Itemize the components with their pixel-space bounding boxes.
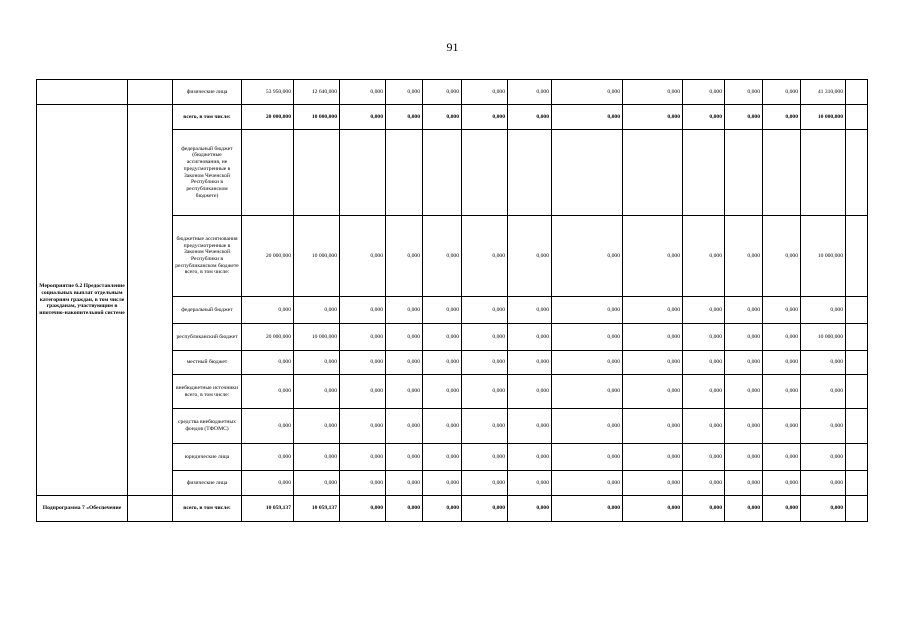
cell-value: 0,000 (386, 297, 423, 324)
cell-value: 0,000 (423, 444, 462, 471)
cell-value: 0,000 (725, 297, 763, 324)
row-label: федеральный бюджет (173, 297, 242, 324)
cell-value (683, 130, 725, 216)
cell-value: 0,000 (552, 496, 623, 522)
cell-value: 0,000 (763, 297, 801, 324)
cell-value: 0,000 (508, 216, 552, 297)
cell-value: 0,000 (340, 351, 386, 375)
cell-value: 0,000 (623, 375, 683, 409)
cell-value: 0,000 (801, 471, 846, 496)
cell-value: 0,000 (623, 105, 683, 130)
cell-value: 0,000 (623, 80, 683, 105)
table-row (37, 105, 868, 130)
cell-value: 0,000 (423, 409, 462, 444)
cell-value: 0,000 (552, 444, 623, 471)
cell-value: 10 000,000 (294, 324, 340, 351)
cell-value: 0,000 (683, 375, 725, 409)
cell-value: 0,000 (294, 444, 340, 471)
cell-value: 0,000 (801, 444, 846, 471)
cell-value: 0,000 (725, 471, 763, 496)
cell-value: 0,000 (386, 216, 423, 297)
cell-value: 0,000 (462, 105, 508, 130)
row-label: республиканский бюджет (173, 324, 242, 351)
cell-value: 0,000 (386, 471, 423, 496)
cell-value: 0,000 (462, 351, 508, 375)
cell-value: 0,000 (763, 409, 801, 444)
cell-value: 0,000 (801, 351, 846, 375)
measure-name: Мероприятие 6.2 Предоставление социальных выплат отдельным категориям граждан, в том числе гражданам, участвующим в ипотечно-накопительной системе (37, 105, 128, 496)
row-label: внебюджетные источники всего, в том числе: (173, 375, 242, 409)
cell-value: 0,000 (801, 297, 846, 324)
cell-value: 0,000 (725, 496, 763, 522)
cell-value: 0,000 (683, 444, 725, 471)
cell-value: 0,000 (462, 496, 508, 522)
cell-value: 0,000 (462, 375, 508, 409)
cell-value: 0,000 (462, 324, 508, 351)
empty-cell (846, 351, 868, 375)
cell-value: 0,000 (423, 351, 462, 375)
cell-value (801, 130, 846, 216)
cell-value: 0,000 (386, 80, 423, 105)
cell-value: 0,000 (508, 409, 552, 444)
empty-cell (128, 105, 173, 496)
empty-cell (846, 297, 868, 324)
cell-value: 0,000 (462, 409, 508, 444)
cell-value: 0,000 (801, 375, 846, 409)
cell-value: 0,000 (552, 375, 623, 409)
budget-table (36, 79, 868, 522)
cell-value: 0,000 (462, 216, 508, 297)
cell-value: 0,000 (683, 80, 725, 105)
page-number: 91 (446, 40, 459, 54)
cell-value: 0,000 (801, 409, 846, 444)
budget-table-body (37, 80, 868, 522)
cell-value: 53 950,000 (242, 80, 294, 105)
cell-value: 0,000 (340, 471, 386, 496)
cell-value: 10 000,000 (801, 105, 846, 130)
cell-value: 0,000 (683, 216, 725, 297)
cell-value: 0,000 (294, 297, 340, 324)
cell-value: 0,000 (242, 471, 294, 496)
cell-value: 0,000 (340, 216, 386, 297)
cell-value: 0,000 (423, 496, 462, 522)
cell-value: 0,000 (552, 297, 623, 324)
cell-value: 10 059,137 (242, 496, 294, 522)
cell-value: 20 000,000 (242, 324, 294, 351)
row-label: местный бюджет (173, 351, 242, 375)
cell-value: 20 000,000 (242, 216, 294, 297)
cell-value: 0,000 (623, 471, 683, 496)
row-label: средства внебюджетных фондов (ТФОМС) (173, 409, 242, 444)
cell-value: 0,000 (623, 297, 683, 324)
cell-value: 0,000 (763, 324, 801, 351)
row-label: федеральный бюджет (бюджетные ассигнования, не предусмотренные в Законом Чеченской Республики в республиканском бюджете) (173, 130, 242, 216)
empty-cell (846, 375, 868, 409)
cell-value: 0,000 (763, 351, 801, 375)
row-label: физические лица (173, 80, 242, 105)
cell-value: 0,000 (462, 297, 508, 324)
cell-value: 0,000 (386, 351, 423, 375)
cell-value: 0,000 (552, 80, 623, 105)
row-label: юридические лица (173, 444, 242, 471)
cell-value (294, 130, 340, 216)
empty-cell (846, 444, 868, 471)
cell-value: 0,000 (763, 105, 801, 130)
cell-value: 0,000 (386, 375, 423, 409)
cell-value: 0,000 (725, 444, 763, 471)
cell-value (242, 130, 294, 216)
cell-value: 0,000 (508, 297, 552, 324)
table-row (37, 496, 868, 522)
cell-value: 0,000 (763, 375, 801, 409)
row-label: бюджетные ассигнования предусмотренные в Законом Чеченской Республики в республиканском бюджете всего, в том числе: (173, 216, 242, 297)
cell-value: 0,000 (683, 105, 725, 130)
cell-value: 0,000 (763, 471, 801, 496)
cell-value: 0,000 (725, 216, 763, 297)
cell-value: 0,000 (340, 496, 386, 522)
cell-value: 0,000 (683, 324, 725, 351)
cell-value: 0,000 (683, 409, 725, 444)
cell-value: 0,000 (294, 409, 340, 444)
subprogram-name: Подпрограмма 7 «Обеспечение (37, 496, 128, 522)
cell-value: 0,000 (340, 444, 386, 471)
cell-value: 0,000 (623, 496, 683, 522)
cell-value: 0,000 (508, 324, 552, 351)
cell-value (462, 130, 508, 216)
empty-cell (846, 216, 868, 297)
cell-value: 0,000 (623, 351, 683, 375)
empty-cell (846, 80, 868, 105)
cell-value: 0,000 (508, 444, 552, 471)
cell-value: 0,000 (623, 444, 683, 471)
cell-value: 0,000 (508, 105, 552, 130)
cell-value: 0,000 (340, 375, 386, 409)
cell-value (423, 130, 462, 216)
cell-value: 41 310,000 (801, 80, 846, 105)
cell-value: 12 640,000 (294, 80, 340, 105)
cell-value: 0,000 (423, 216, 462, 297)
cell-value: 0,000 (552, 324, 623, 351)
cell-value: 0,000 (423, 105, 462, 130)
row-label: всего, в том числе: (173, 105, 242, 130)
cell-value (725, 130, 763, 216)
cell-value: 0,000 (683, 297, 725, 324)
cell-value: 0,000 (386, 324, 423, 351)
cell-value: 0,000 (242, 297, 294, 324)
cell-value: 0,000 (462, 471, 508, 496)
cell-value: 0,000 (386, 496, 423, 522)
cell-value: 0,000 (763, 444, 801, 471)
cell-value: 0,000 (623, 216, 683, 297)
cell-value: 0,000 (340, 324, 386, 351)
cell-value: 0,000 (242, 409, 294, 444)
cell-value: 0,000 (763, 496, 801, 522)
cell-value: 0,000 (508, 496, 552, 522)
cell-value: 0,000 (623, 324, 683, 351)
cell-value (552, 130, 623, 216)
cell-value: 0,000 (423, 80, 462, 105)
cell-value: 20 000,000 (242, 105, 294, 130)
cell-value: 0,000 (340, 105, 386, 130)
cell-value: 0,000 (801, 496, 846, 522)
cell-value: 0,000 (683, 496, 725, 522)
cell-value: 0,000 (725, 351, 763, 375)
cell-value: 0,000 (552, 471, 623, 496)
table-row (37, 80, 868, 105)
cell-value: 0,000 (683, 471, 725, 496)
cell-value: 0,000 (508, 375, 552, 409)
cell-value: 0,000 (423, 324, 462, 351)
cell-value: 10 000,000 (801, 216, 846, 297)
empty-cell (846, 496, 868, 522)
cell-value: 0,000 (763, 80, 801, 105)
cell-value: 0,000 (725, 324, 763, 351)
cell-value: 0,000 (294, 471, 340, 496)
cell-value: 0,000 (386, 105, 423, 130)
empty-cell (846, 130, 868, 216)
cell-value: 0,000 (423, 297, 462, 324)
row-label: всего, в том числе: (173, 496, 242, 522)
cell-value: 0,000 (552, 216, 623, 297)
empty-cell (128, 496, 173, 522)
cell-value: 0,000 (340, 409, 386, 444)
cell-value: 0,000 (552, 105, 623, 130)
cell-value: 0,000 (725, 409, 763, 444)
cell-value (386, 130, 423, 216)
cell-value: 0,000 (462, 444, 508, 471)
cell-value: 0,000 (462, 80, 508, 105)
empty-cell (846, 105, 868, 130)
cell-value: 0,000 (683, 351, 725, 375)
cell-value: 0,000 (386, 444, 423, 471)
cell-value (623, 130, 683, 216)
cell-value: 0,000 (552, 351, 623, 375)
cell-value: 0,000 (725, 80, 763, 105)
cell-value: 0,000 (725, 105, 763, 130)
cell-value: 0,000 (242, 351, 294, 375)
empty-cell (128, 80, 173, 105)
cell-value: 0,000 (552, 409, 623, 444)
cell-value: 0,000 (242, 375, 294, 409)
cell-value: 0,000 (508, 471, 552, 496)
cell-value: 10 000,000 (294, 105, 340, 130)
empty-cell (846, 409, 868, 444)
cell-value: 0,000 (340, 80, 386, 105)
cell-value: 0,000 (508, 80, 552, 105)
cell-value: 0,000 (294, 351, 340, 375)
cell-value: 0,000 (423, 471, 462, 496)
row-label: физические лица (173, 471, 242, 496)
cell-value (508, 130, 552, 216)
cell-value: 0,000 (242, 444, 294, 471)
cell-value: 0,000 (386, 409, 423, 444)
cell-value (763, 130, 801, 216)
cell-value: 10 000,000 (294, 216, 340, 297)
empty-cell (846, 324, 868, 351)
cell-value: 10 059,137 (294, 496, 340, 522)
cell-value: 0,000 (340, 297, 386, 324)
cell-value: 0,000 (423, 375, 462, 409)
cell-value: 0,000 (294, 375, 340, 409)
cell-value: 10 000,000 (801, 324, 846, 351)
cell-value: 0,000 (508, 351, 552, 375)
empty-cell (37, 80, 128, 105)
cell-value: 0,000 (725, 375, 763, 409)
empty-cell (846, 471, 868, 496)
cell-value (340, 130, 386, 216)
cell-value: 0,000 (763, 216, 801, 297)
cell-value: 0,000 (623, 409, 683, 444)
